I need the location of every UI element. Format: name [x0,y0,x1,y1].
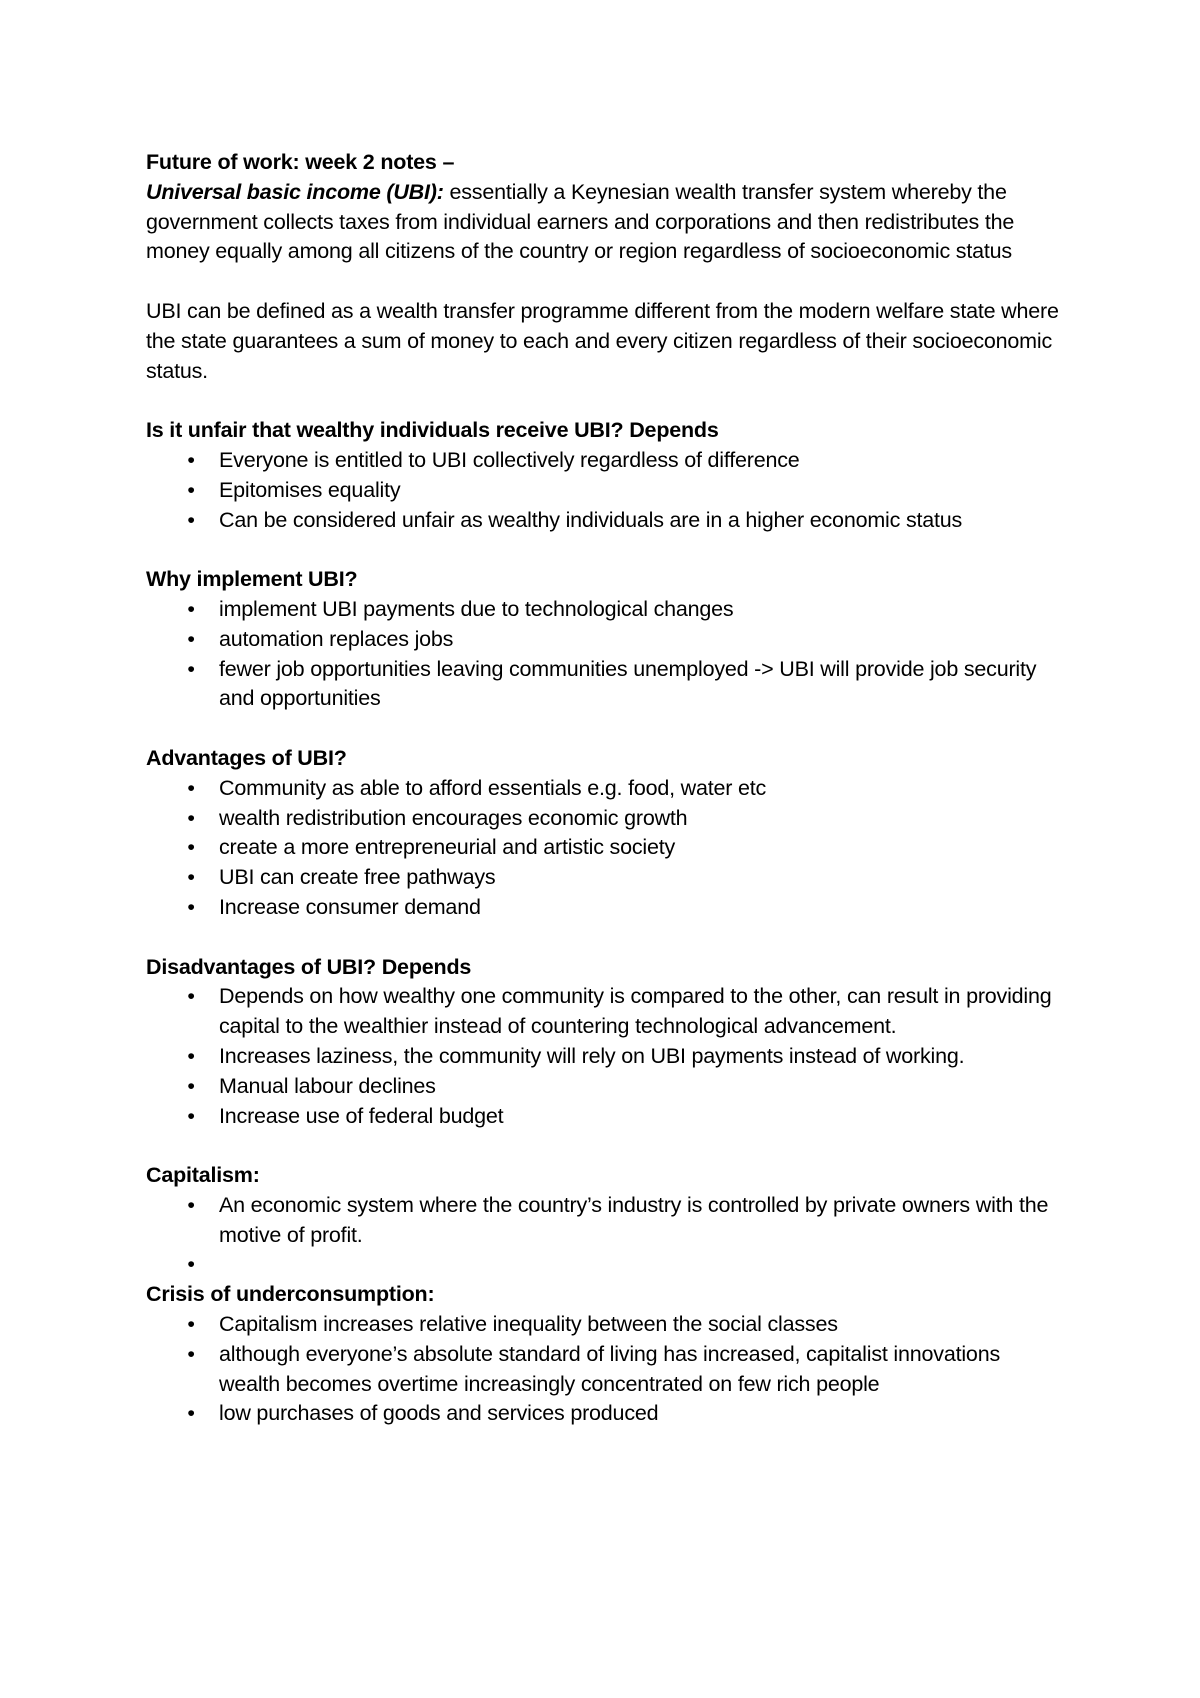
bullet-icon: • [187,447,195,472]
bullet-item [146,655,1066,715]
bullet-item [146,982,1066,1042]
bullet-item [146,893,1066,923]
spacer [146,267,1066,297]
section-heading: Is it unfair that wealthy individuals receive UBI? Depends [146,418,719,443]
bullet-item [146,1399,1066,1429]
bullet-item [146,446,1066,476]
ubi-definition-text: essentially a Keynesian wealth transfer system whereby the government collects taxes from individual earners and corporations and then redistributes the money equally among all citizens of the country or region regardless of socioeconomic status [146,179,1015,264]
bullet-text: An economic system where the country’s industry is controlled by private owners with the motive of profit. [219,1192,1049,1247]
bullet-text: UBI can create free pathways [219,865,496,890]
bullet-item [146,506,1066,536]
bullet-icon: • [187,984,195,1009]
bullet-item [146,625,1066,655]
bullet-text: although everyone’s absolute standard of living has increased, capitalist innovations wealth becomes overtime increasingly concentrated on few rich people [219,1341,1000,1396]
section-heading: Capitalism: [146,1163,260,1188]
bullet-icon: • [187,507,195,532]
bullet-item [146,863,1066,893]
bullet-text: Manual labour declines [219,1073,436,1098]
bullet-item [146,1250,1066,1280]
bullet-item [146,1102,1066,1132]
ubi-definition [146,178,1066,267]
bullet-item [146,1191,1066,1251]
bullet-icon: • [187,1073,195,1098]
bullet-list [146,1191,1066,1280]
bullet-item [146,804,1066,834]
bullet-icon: • [187,1312,195,1337]
bullet-text: Capitalism increases relative inequality between the social classes [219,1312,838,1337]
sections-container [146,416,1066,1429]
ubi-term: Universal basic income (UBI): [146,179,444,204]
section-heading: Advantages of UBI? [146,745,347,770]
bullet-list [146,1310,1066,1429]
bullet-item [146,833,1066,863]
bullet-list [146,774,1066,923]
bullet-text: Epitomises equality [219,477,401,502]
bullet-icon: • [187,1103,195,1128]
bullet-text: create a more entrepreneurial and artistic society [219,835,676,860]
bullet-icon: • [187,775,195,800]
bullet-text: Can be considered unfair as wealthy individuals are in a higher economic status [219,507,963,532]
bullet-text: Increase use of federal budget [219,1103,504,1128]
bullet-text: wealth redistribution encourages economic growth [219,805,688,830]
bullet-icon: • [187,1341,195,1366]
bullet-item [146,1072,1066,1102]
bullet-list [146,595,1066,714]
bullet-icon: • [187,626,195,651]
spacer [146,714,1066,744]
bullet-item [146,1340,1066,1400]
bullet-list [146,446,1066,535]
bullet-icon: • [187,835,195,860]
section-heading: Crisis of underconsumption: [146,1282,435,1307]
bullet-text: Everyone is entitled to UBI collectively regardless of difference [219,447,800,472]
bullet-icon: • [187,1192,195,1217]
ubi-paragraph: UBI can be defined as a wealth transfer programme different from the modern welfare state where the state guarantees a sum of money to each and every citizen regardless of their socioeconomic status. [146,298,1059,383]
bullet-text: low purchases of goods and services produced [219,1401,659,1426]
bullet-icon: • [187,865,195,890]
bullet-icon: • [187,596,195,621]
spacer [146,1131,1066,1161]
bullet-text: fewer job opportunities leaving communities unemployed -> UBI will provide job security and opportunities [219,656,1037,711]
spacer [146,535,1066,565]
bullet-item [146,476,1066,506]
bullet-text: implement UBI payments due to technological changes [219,596,734,621]
spacer [146,386,1066,416]
bullet-icon: • [187,1043,195,1068]
document-title: Future of work: week 2 notes – [146,150,455,174]
document-page [146,148,1066,1429]
bullet-text: Community as able to afford essentials e.g. food, water etc [219,775,767,800]
bullet-item [146,595,1066,625]
bullet-icon: • [187,656,195,681]
bullet-list [146,982,1066,1131]
section-heading: Disadvantages of UBI? Depends [146,954,472,979]
bullet-item [146,1042,1066,1072]
bullet-item [146,774,1066,804]
section-heading: Why implement UBI? [146,567,358,592]
bullet-icon: • [187,805,195,830]
spacer [146,923,1066,953]
bullet-item [146,1310,1066,1340]
bullet-icon: • [187,1401,195,1426]
bullet-icon: • [187,1252,195,1277]
bullet-text: automation replaces jobs [219,626,454,651]
bullet-icon: • [187,477,195,502]
bullet-text: Increase consumer demand [219,894,481,919]
bullet-text: Increases laziness, the community will rely on UBI payments instead of working. [219,1043,965,1068]
bullet-text: Depends on how wealthy one community is compared to the other, can result in providing capital to the wealthier instead of countering technological advancement. [219,984,1052,1039]
bullet-icon: • [187,894,195,919]
